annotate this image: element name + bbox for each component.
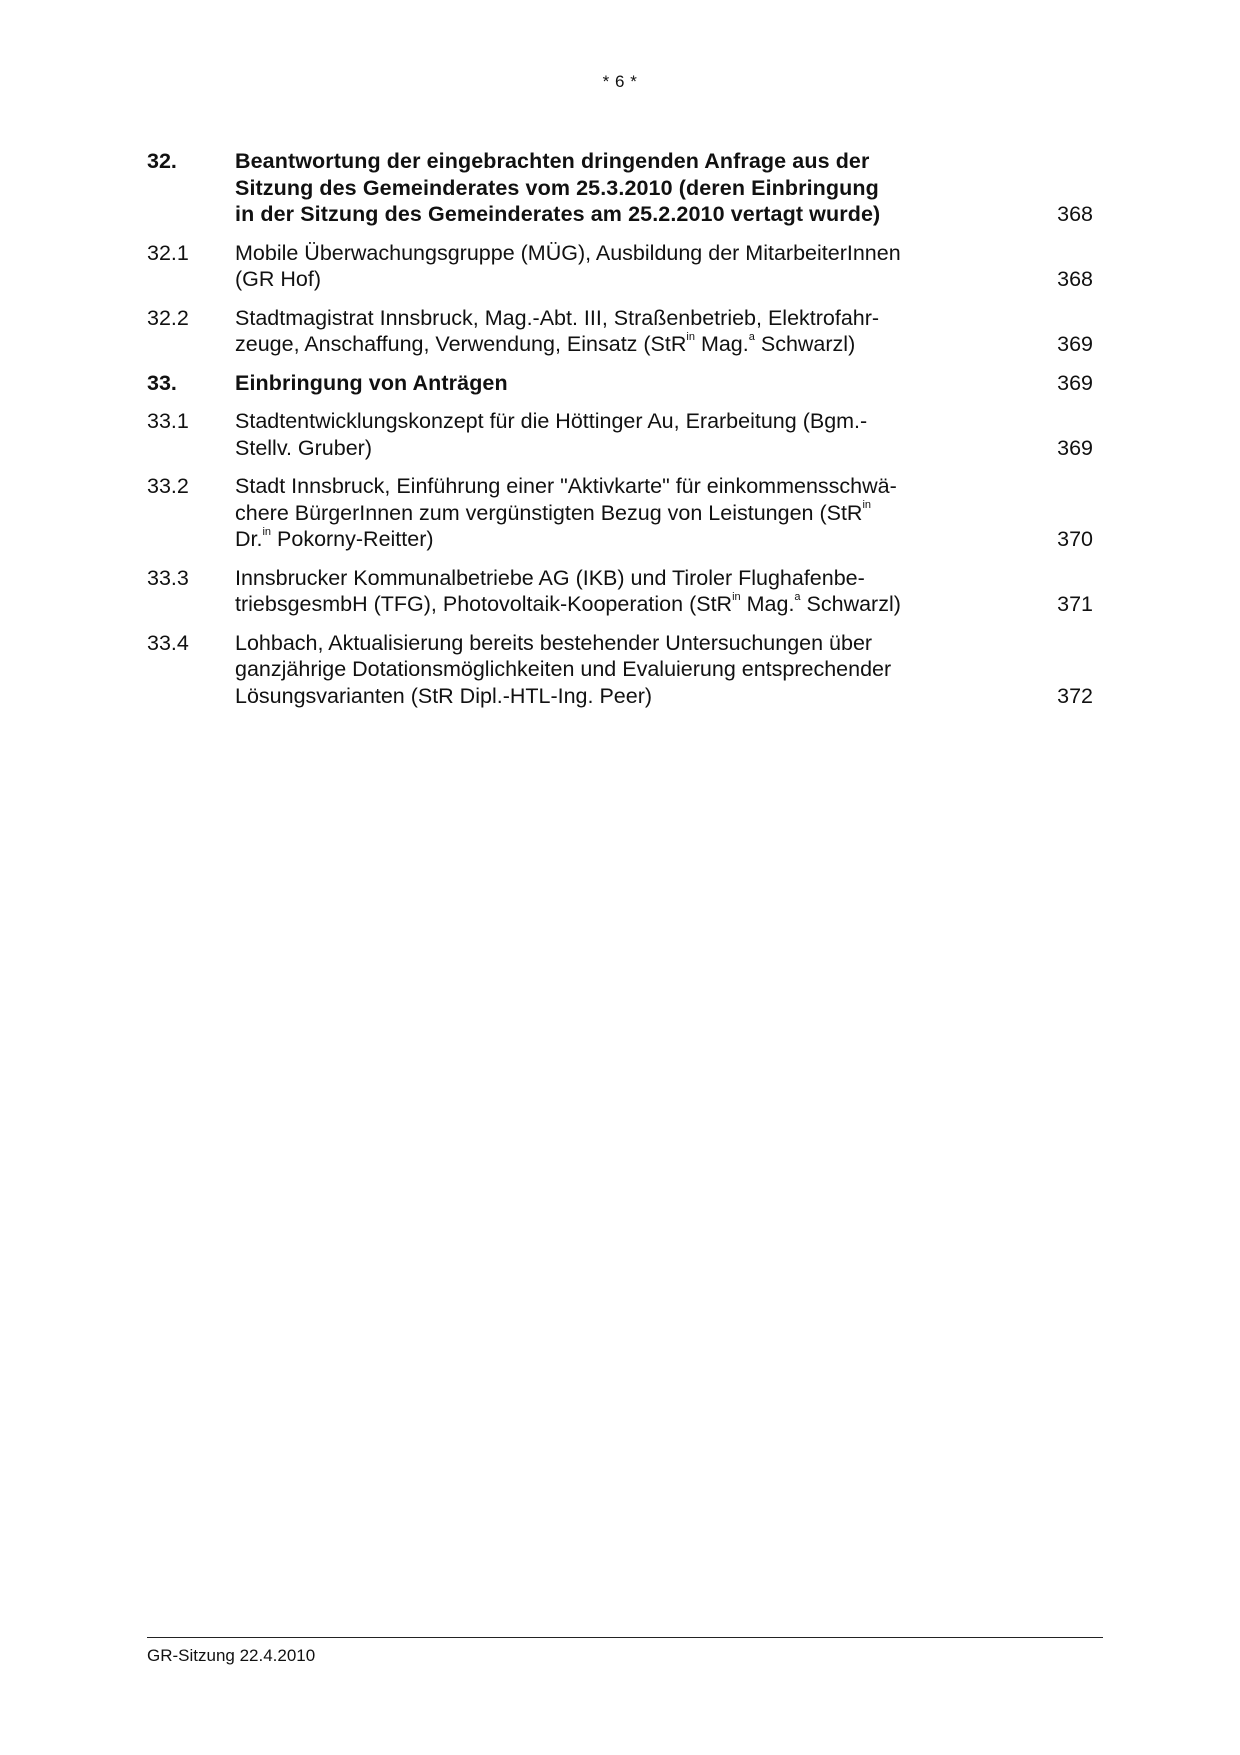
toc-entry-number: 32.2 [147, 305, 189, 330]
toc-entry-number: 33.4 [147, 630, 189, 655]
table-of-contents [147, 148, 1093, 721]
page-number: * 6 * [602, 72, 638, 91]
toc-entry-33-2[interactable] [147, 473, 1093, 553]
toc-entry-title: Mobile Überwachungsgruppe (MÜG), Ausbildung der MitarbeiterInnen (GR Hof) [235, 240, 901, 291]
toc-entry-title: Lohbach, Aktualisierung bereits bestehender Untersuchungen über ganzjährige Dotationsmöglichkeiten und Evaluierung entsprechender Lösungsvarianten (StR Dipl.-HTL-Ing. Peer) [235, 630, 892, 708]
toc-entry-title: Stadtmagistrat Innsbruck, Mag.-Abt. III, Straßenbetrieb, Elektrofahr- zeuge, Anschaffung, Verwendung, Einsatz (StR$^{in}$ Mag.$^a$ Schwarzl) [235, 305, 880, 356]
toc-entry-number: 33.3 [147, 565, 189, 590]
toc-entry-title: Beantwortung der eingebrachten dringenden Anfrage aus der Sitzung des Gemeinderates vom 25.3.2010 (deren Einbringung in der Sitzung des Gemeinderates am 25.2.2010 vertagt wurde) [235, 149, 881, 226]
toc-entry-title: Stadt Innsbruck, Einführung einer "Aktivkarte" für einkommensschwä- chere BürgerInnen zum vergünstigten Bezug von Leistungen (StR$^{in}$ Dr.$^{in}$ Pokorny-Reitter) [235, 474, 897, 551]
toc-entry-32-2[interactable] [147, 305, 1093, 358]
toc-entry-33-4[interactable] [147, 630, 1093, 710]
toc-entry-page: 368 [1057, 267, 1093, 291]
footer-divider [147, 1637, 1103, 1638]
toc-entry-title: Innsbrucker Kommunalbetriebe AG (IKB) und Tiroler Flughafenbe- triebsgesmbH (TFG), Photovoltaik-Kooperation (StR$^{in}$ Mag.$^a$ Schwarzl) [235, 565, 901, 616]
toc-entry-33-1[interactable] [147, 408, 1093, 461]
toc-entry-32-1[interactable] [147, 240, 1093, 293]
toc-entry-33-3[interactable] [147, 565, 1093, 618]
toc-entry-page: 369 [1057, 332, 1093, 356]
toc-entry-32[interactable] [147, 148, 1093, 228]
toc-entry-number: 33.2 [147, 474, 189, 498]
toc-entry-title: Einbringung von Anträgen [235, 370, 508, 395]
toc-entry-page: 369 [1057, 370, 1093, 395]
toc-entry-number: 33.1 [147, 409, 189, 433]
toc-entry-page: 371 [1057, 592, 1093, 616]
footer-text: GR-Sitzung 22.4.2010 [147, 1646, 316, 1665]
toc-entry-title: Stadtentwicklungskonzept für die Höttinger Au, Erarbeitung (Bgm.- Stellv. Gruber) [235, 409, 868, 460]
toc-entry-page: 369 [1057, 435, 1093, 460]
toc-entry-number: 33. [147, 370, 177, 395]
toc-entry-page: 368 [1057, 202, 1093, 226]
toc-entry-number: 32. [147, 149, 177, 173]
toc-entry-number: 32.1 [147, 240, 189, 265]
toc-entry-page: 370 [1057, 527, 1093, 551]
toc-entry-page: 372 [1057, 683, 1093, 708]
toc-entry-33[interactable] [147, 370, 1093, 397]
